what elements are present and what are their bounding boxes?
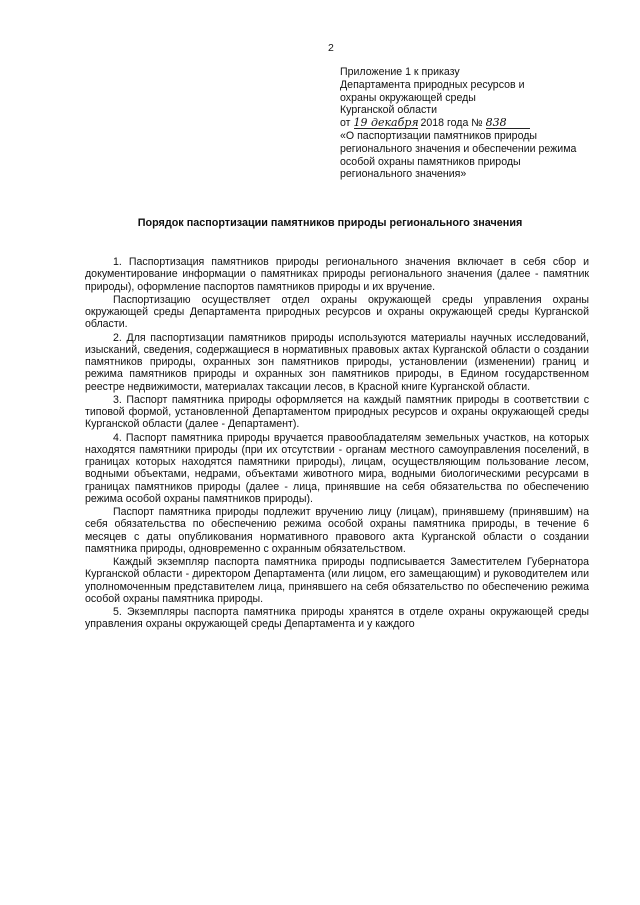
paragraph: 4. Паспорт памятника природы вручается правообладателям земельных участков, на которых находятся памятники природы (при их отсутствии - органам местного самоуправления поселений, в границах которых находятся памятники природы), лицам, осуществляющим пользование лесом, водными объектами, недрами, объектами животного мира, водными биологическими ресурсами в границах памятников природы (далее - лица, принявшие на себя обязательства по обеспечению режима особой охраны памятников природы). [85, 431, 589, 505]
header-line: Курганской области [340, 104, 438, 117]
handwritten-number: 838 [486, 118, 530, 129]
header-subject: «О паспортизации памятников природы регионального значения и обеспечении режима особой охраны памятников природы регионального значения» [340, 129, 577, 181]
date-suffix: 2018 года № [420, 117, 483, 130]
document-body [85, 256, 589, 631]
header-line: охраны окружающей среды [340, 91, 476, 104]
document-title: Порядок паспортизации памятников природы регионального значения [137, 217, 523, 229]
page-number: 2 [328, 42, 334, 54]
paragraph: 2. Для паспортизации памятников природы используются материалы научных исследований, изысканий, сведения, содержащиеся в нормативных правовых актах Курганской области о создании памятников природы, охранных зон памятников природы, установлении (изменении) границ и режима памятников природы и охранных зон памятников природы, в Едином государственном реестре недвижимости, материалах таксации лесов, в Красной книге Курганской области. [85, 331, 589, 393]
paragraph: Каждый экземпляр паспорта памятника природы подписывается Заместителем Губернатора Курганской области - директором Департамента (или лицом, его замещающим) и руководителем или уполномоченным представителем лица, принявшего на себя обязательство по обеспечению режима особой охраны памятника природы. [85, 556, 589, 605]
paragraph: 5. Экземпляры паспорта памятника природы хранятся в отделе охраны окружающей среды управления охраны окружающей среды Департамента и у каждого [85, 606, 589, 631]
paragraph: Паспортизацию осуществляет отдел охраны окружающей среды управления охраны окружающей среды Департамента природных ресурсов и охраны окружающей среды Курганской области. [85, 293, 589, 331]
header-line: Приложение 1 к приказу [340, 66, 460, 78]
paragraph: 1. Паспортизация памятников природы регионального значения включает в себя сбор и документирование информации о памятниках природы регионального значения (далее - памятник природы), оформление паспортов памятников природы и их вручение. [85, 256, 589, 293]
header-date-line [340, 117, 590, 130]
paragraph: 3. Паспорт памятника природы оформляется на каждый памятник природы в соответствии с типовой формой, установленной Департаментом природных ресурсов и охраны окружающей среды Курганской области (далее - Департамент). [85, 393, 589, 431]
paragraph: Паспорт памятника природы подлежит вручению лицу (лицам), принявшему (принявшим) на себя обязательства по обеспечению режима особой охраны памятника природы, в течение 6 месяцев с даты опубликования нормативного правового акта Курганской области о создании памятника природы, одновременно с охранным обязательством. [85, 506, 589, 555]
date-prefix: от [340, 117, 351, 130]
handwritten-date: 19 декабря [353, 116, 419, 130]
appendix-header [340, 66, 590, 181]
header-line: Департамента природных ресурсов и [340, 78, 525, 91]
